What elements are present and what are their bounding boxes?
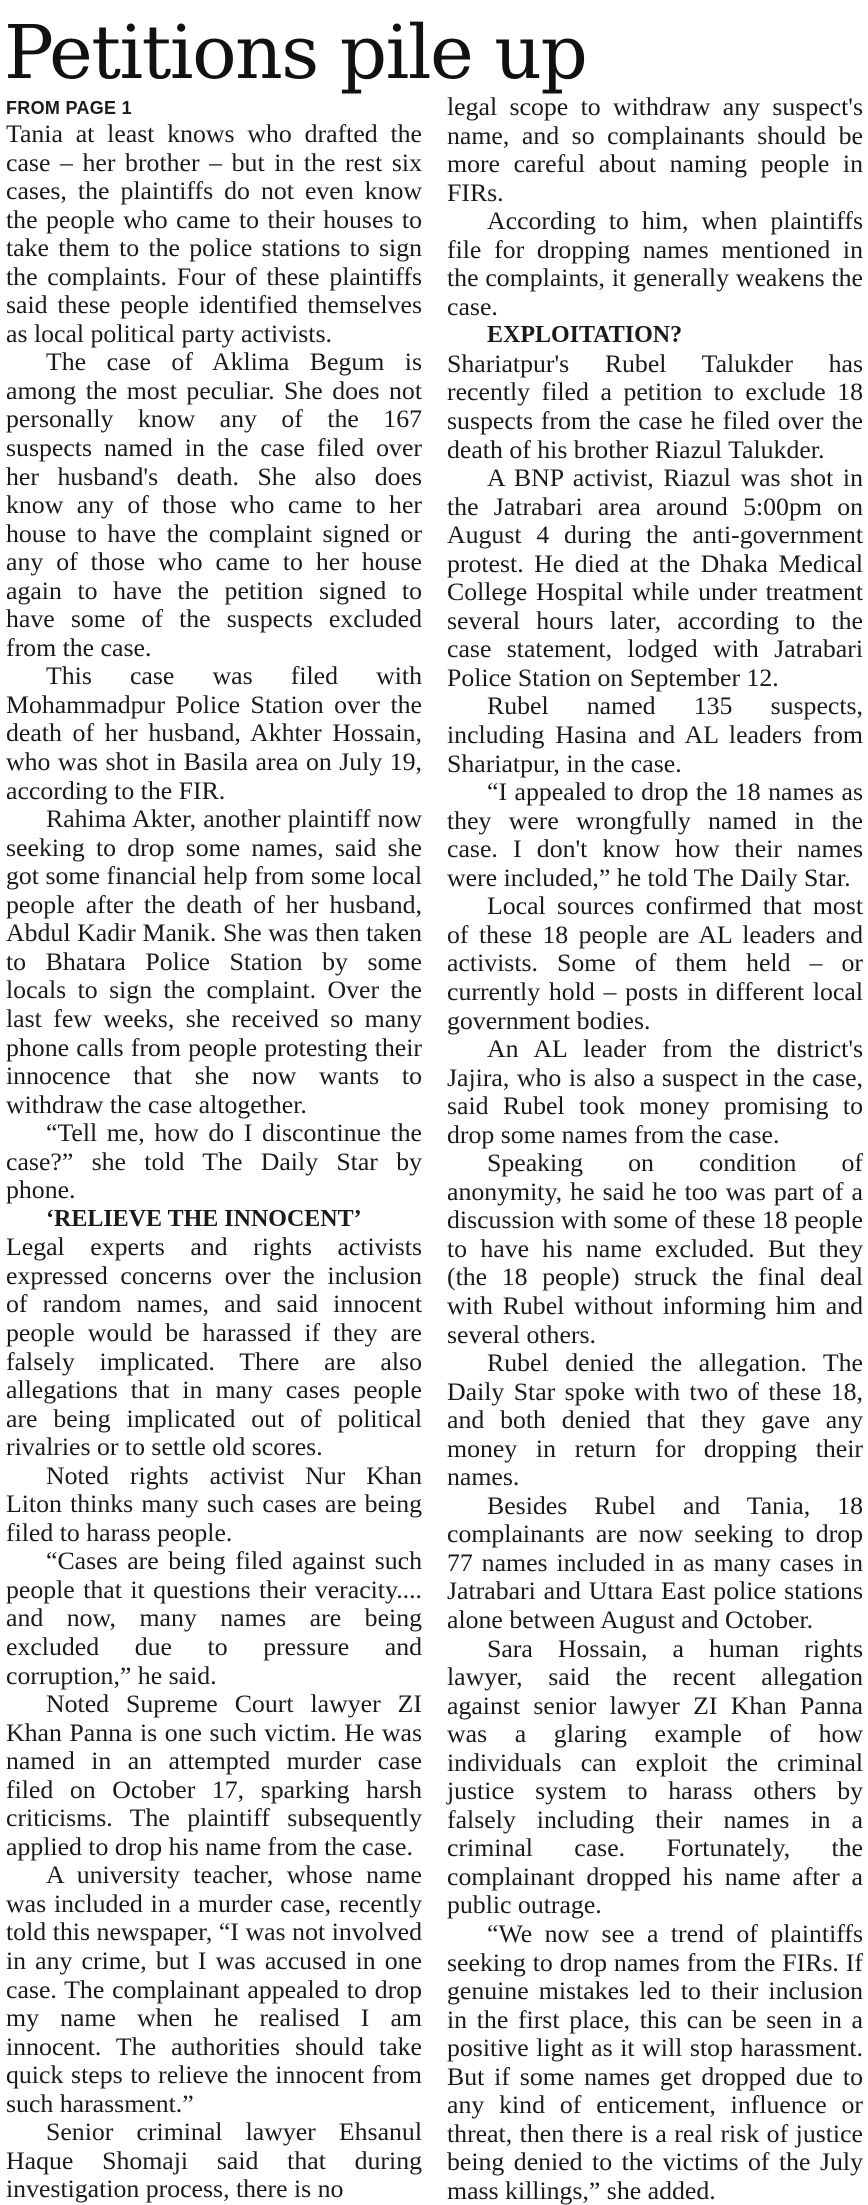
paragraph: A university teacher, whose name was included in a murder case, recently told this newspaper, “I was not involved in any crime, but I was accused in one case. The complainant appealed to drop my name when he realised I am innocent. The authorities should take quick steps to relieve the innocent from such harassment.” <box>6 1860 422 2118</box>
right-column <box>447 93 863 2205</box>
paragraph: Rahima Akter, another plaintiff now seeking to drop some names, said she got some financial help from some local people after the death of her husband, Abdul Kadir Manik. She was then taken to Bhatara Police Station by some locals to sign the complaint. Over the last few weeks, she received so many phone calls from people protesting their innocence that she now wants to withdraw the case altogether. <box>6 804 422 1119</box>
paragraph: Besides Rubel and Tania, 18 complainants are now seeking to drop 77 names included in as many cases in Jatrabari and Uttara East police stations alone between August and October. <box>447 1490 863 1634</box>
paragraph: The case of Aklima Begum is among the most peculiar. She does not personally know any of the 167 suspects named in the case filed over her husband's death. She also does know any of those who came to her house to have the complaint signed or any of those who came to her house again to have the petition signed to have some of the suspects excluded from the case. <box>6 347 422 662</box>
left-column <box>6 98 422 2204</box>
paragraph: “We now see a trend of plaintiffs seeking to drop names from the FIRs. If genuine mistakes led to their inclusion in the first place, this can be seen in a positive light as it will stop harassment. But if some names get dropped due to any kind of enticement, influence or threat, then there is a real risk of justice being denied to the victims of the July mass killings,” she added. <box>447 1919 863 2205</box>
subheading: ‘RELIEVE THE INNOCENT’ <box>46 1205 362 1232</box>
paragraph: Tania at least knows who drafted the case – her brother – but in the rest six cases, the plaintiffs do not even know the people who came to their houses to take them to the police stations to sign the complaints. Four of these plaintiffs said these people identified themselves as local political party activists. <box>6 119 422 348</box>
paragraph: A BNP activist, Riazul was shot in the Jatrabari area around 5:00pm on August 4 during the anti-government protest. He died at the Dhaka Medical College Hospital while under treatment several hours later, according to the case statement, lodged with Jatrabari Police Station on September 12. <box>447 463 863 692</box>
paragraph: This case was filed with Mohammadpur Police Station over the death of her husband, Akhter Hossain, who was shot in Basila area on July 19, according to the FIR. <box>6 661 422 805</box>
paragraph: “Cases are being filed against such people that it questions their veracity.... and now, many names are being excluded due to pressure and corruption,” he said. <box>6 1546 422 1690</box>
paragraph: Shariatpur's Rubel Talukder has recently filed a petition to exclude 18 suspects from the case he filed over the death of his brother Riazul Talukder. <box>447 348 863 464</box>
headline: Petitions pile up <box>4 10 587 96</box>
paragraph: Noted rights activist Nur Khan Liton thinks many such cases are being filed to harass people. <box>6 1460 422 1547</box>
paragraph: Sara Hossain, a human rights lawyer, said the recent allegation against senior lawyer ZI Khan Panna was a glaring example of how individuals can exploit the criminal justice system to harass others by falsely including their names in a criminal case. Fortunately, the complainant dropped his name after a public outrage. <box>447 1633 863 1920</box>
paragraph: Rubel named 135 suspects, including Hasina and AL leaders from Shariatpur, in the case. <box>447 691 863 778</box>
subheading: EXPLOITATION? <box>487 322 683 349</box>
paragraph: Speaking on condition of anonymity, he said he too was part of a discussion with some of these 18 people to have his name excluded. But they (the 18 people) struck the final deal with Rubel without informing him and several others. <box>447 1148 863 1349</box>
paragraph: “Tell me, how do I discontinue the case?” she told The Daily Star by phone. <box>6 1118 422 1205</box>
paragraph: Rubel denied the allegation. The Daily Star spoke with two of these 18, and both denied that they gave any money in return for dropping their names. <box>447 1348 863 1492</box>
paragraph: Legal experts and rights activists expressed concerns over the inclusion of random names, and said innocent people would be harassed if they are falsely implicated. There are also allegations that in many cases people are being implicated out of political rivalries or to settle old scores. <box>6 1232 422 1462</box>
paragraph: An AL leader from the district's Jajira, who is also a suspect in the case, said Rubel took money promising to drop some names from the case. <box>447 1034 863 1149</box>
paragraph: Noted Supreme Court lawyer ZI Khan Panna is one such victim. He was named in an attempted murder case filed on October 17, sparking harsh criticisms. The plaintiff subsequently applied to drop his name from the case. <box>6 1689 422 1861</box>
continued-from-label: FROM PAGE 1 <box>6 98 132 118</box>
paragraph: legal scope to withdraw any suspect's name, and so complainants should be more careful about naming people in FIRs. <box>447 92 863 207</box>
paragraph: Local sources confirmed that most of these 18 people are AL leaders and activists. Some of them held – or currently hold – posts in different local government bodies. <box>447 891 863 1035</box>
paragraph: “I appealed to drop the 18 names as they were wrongfully named in the case. I don't know how their names were included,” he told The Daily Star. <box>447 777 863 892</box>
paragraph: Senior criminal lawyer Ehsanul Haque Shomaji said that during investigation process, there is no <box>6 2117 422 2204</box>
paragraph: According to him, when plaintiffs file for dropping names mentioned in the complaints, it generally weakens the case. <box>447 206 863 321</box>
